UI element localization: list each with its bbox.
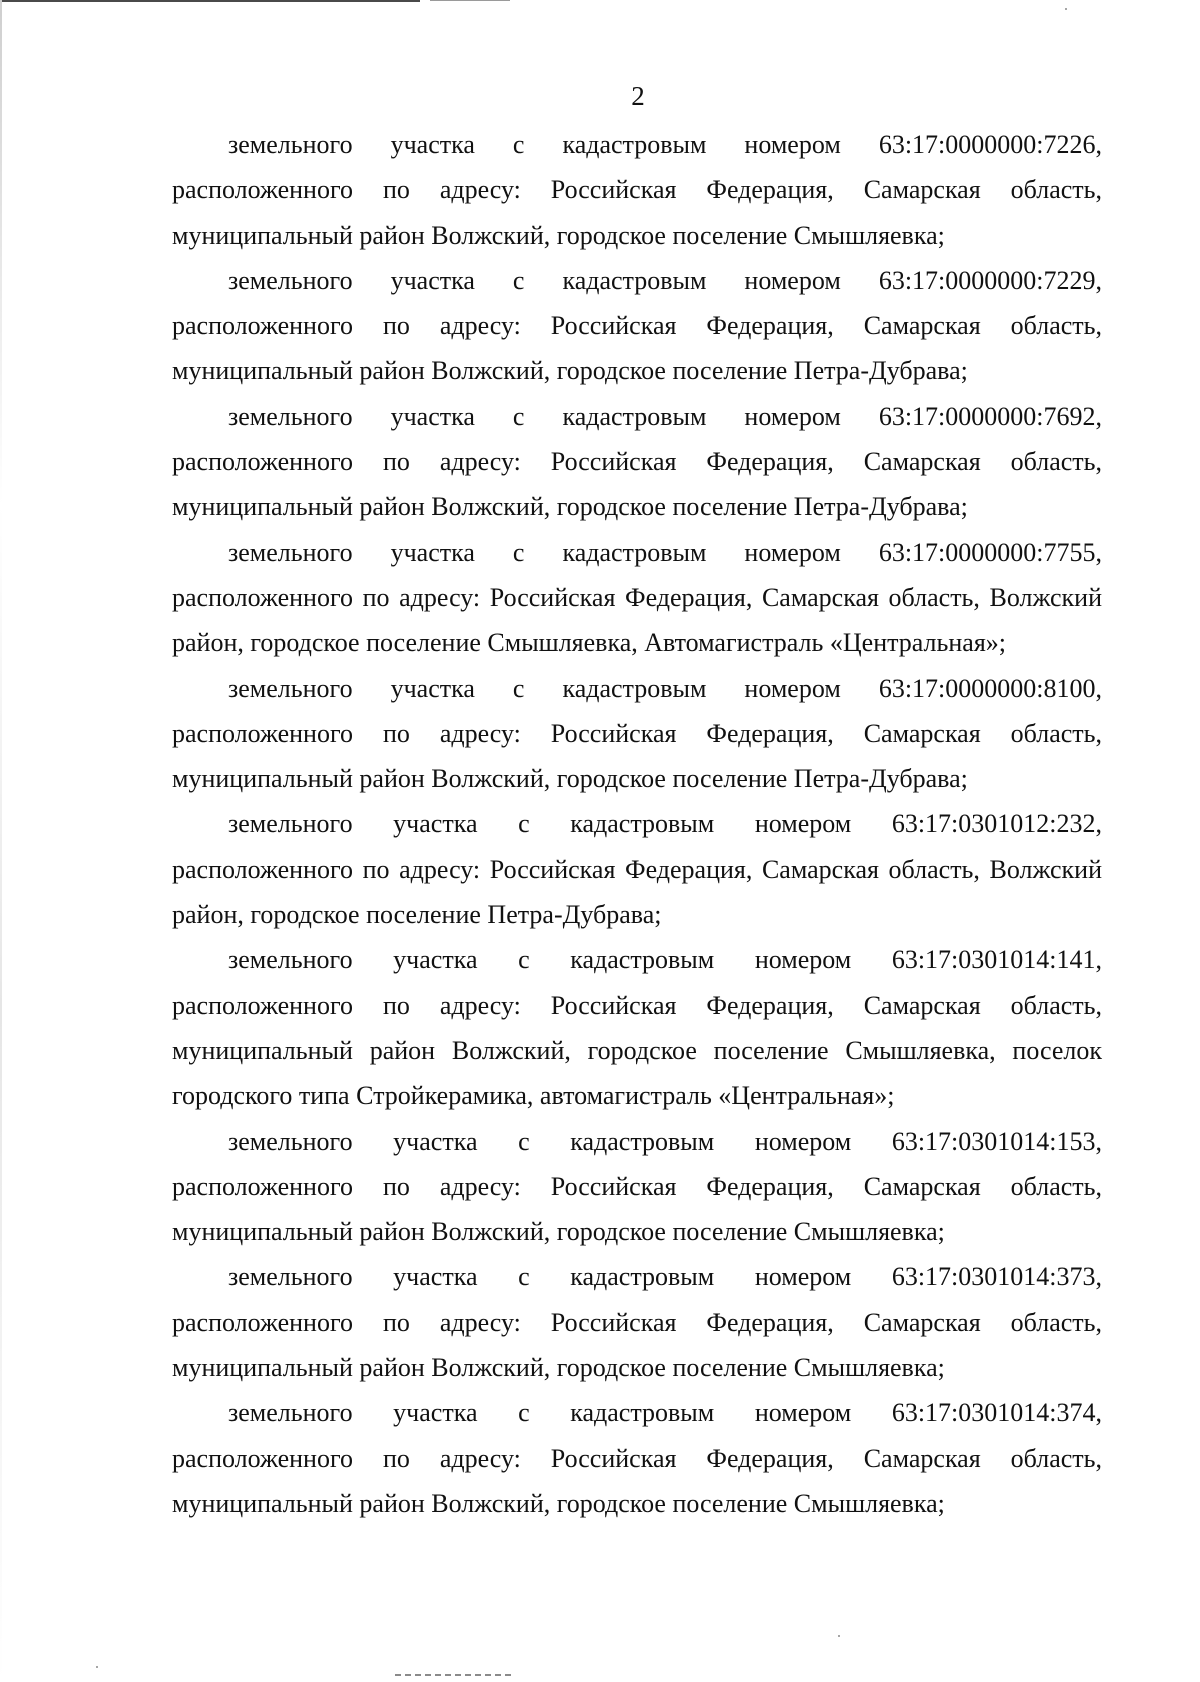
paragraph: земельного участка с кадастровым номером 63:17:0301012:232, расположенного по адресу: Российская Федерация, Самарская область, Волжский район, городское поселение Петра-Дубрава; [172, 809, 1102, 930]
paragraph: земельного участка с кадастровым номером 63:17:0000000:8100, расположенного по адресу: Российская Федерация, Самарская область, муниципальный район Волжский, городское поселение Петра-Дубрава; [172, 673, 1102, 794]
paragraph: земельного участка с кадастровым номером 63:17:0301014:373, расположенного по адресу: Российская Федерация, Самарская область, муниципальный район Волжский, городское поселение Смышляевка; [172, 1262, 1102, 1383]
paragraph: земельного участка с кадастровым номером 63:17:0000000:7692, расположенного по адресу: Российская Федерация, Самарская область, муниципальный район Волжский, городское поселение Петра-Дубрава; [172, 401, 1102, 522]
paragraph: земельного участка с кадастровым номером 63:17:0000000:7226, расположенного по адресу: Российская Федерация, Самарская область, муниципальный район Волжский, городское поселение Смышляевка; [172, 130, 1102, 250]
scan-speck [96, 1666, 98, 1668]
page-number: 2 [631, 81, 645, 111]
paragraph: земельного участка с кадастровым номером 63:17:0000000:7229, расположенного по адресу: Российская Федерация, Самарская область, муниципальный район Волжский, городское поселение Петра-Дубрава; [172, 265, 1102, 386]
scan-border-top [0, 0, 420, 2]
paragraph: земельного участка с кадастровым номером 63:17:0301014:141, расположенного по адресу: Российская Федерация, Самарская область, муниципальный район Волжский, городское поселение Смышляевка, поселок городского типа Стройкерамика, автомагистраль «Центральная»; [172, 945, 1102, 1111]
document-body [172, 122, 1102, 1526]
scan-speck [838, 1635, 840, 1637]
scan-border-left [0, 0, 2, 1682]
paragraph: земельного участка с кадастровым номером 63:17:0301014:374, расположенного по адресу: Российская Федерация, Самарская область, муниципальный район Волжский, городское поселение Смышляевка; [172, 1398, 1102, 1518]
scan-border-top-fragment [430, 0, 510, 1]
scan-speck [1065, 8, 1067, 10]
paragraph: земельного участка с кадастровым номером 63:17:0301014:153, расположенного по адресу: Российская Федерация, Самарская область, муниципальный район Волжский, городское поселение Смышляевка; [172, 1126, 1102, 1247]
scan-border-bottom [395, 1674, 515, 1676]
paragraph: земельного участка с кадастровым номером 63:17:0000000:7755, расположенного по адресу: Российская Федерация, Самарская область, Волжский район, городское поселение Смышляевка, Автомагистраль «Центральная»; [172, 537, 1102, 658]
